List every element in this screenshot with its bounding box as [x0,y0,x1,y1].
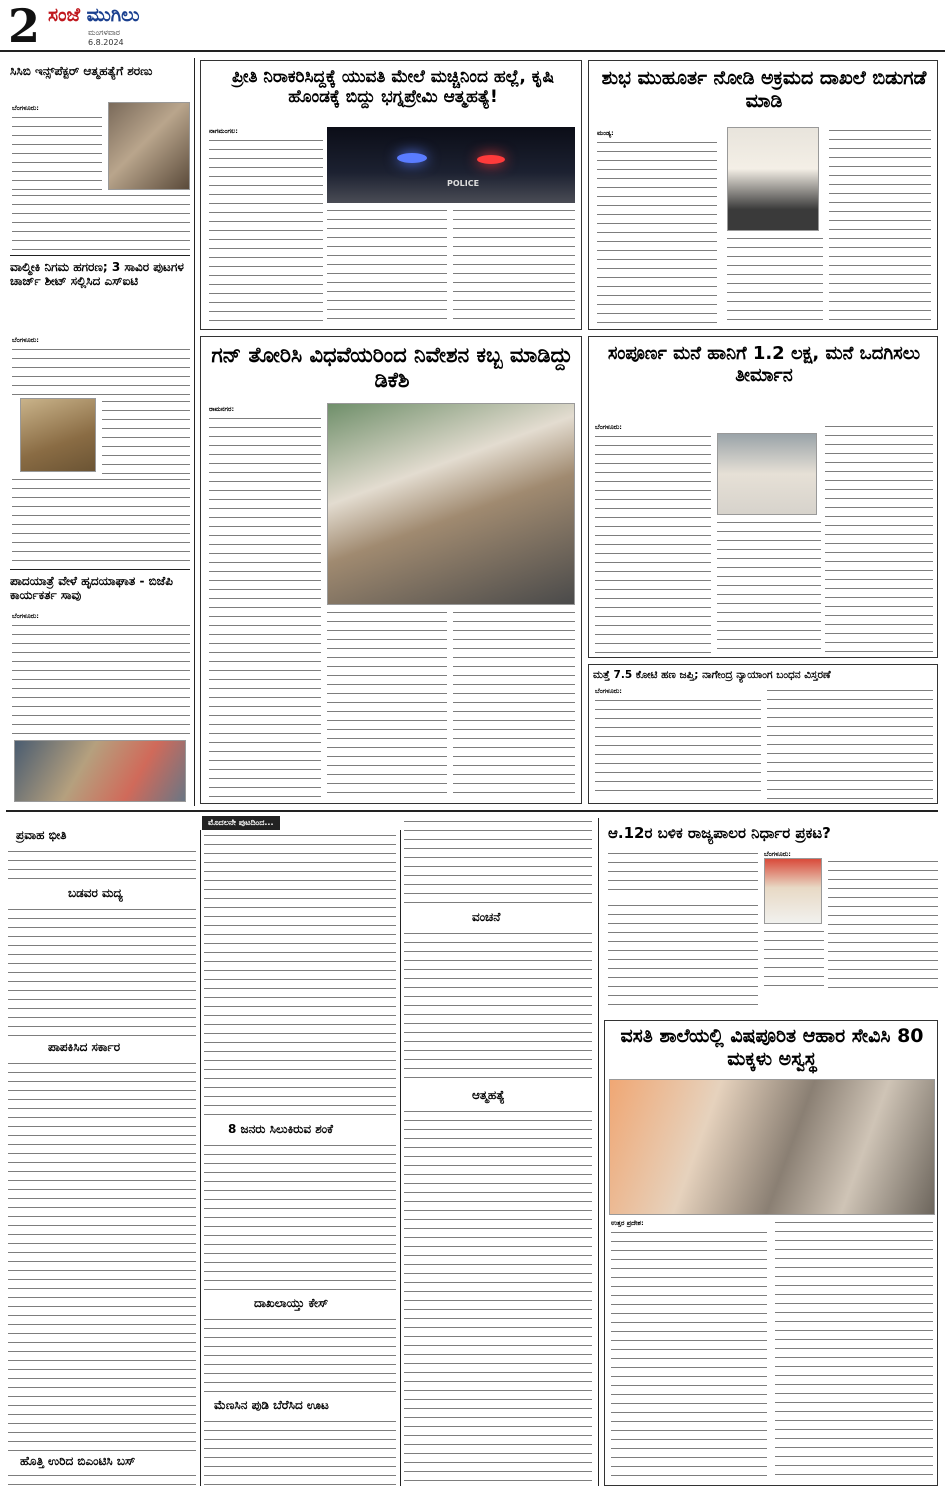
article-body [595,433,711,653]
sin-government-title: ಪಾಪಕಿಸಿದ ಸರ್ಕಾರ [48,1040,121,1054]
dateline: ಬೆಂಗಳೂರು: [12,104,39,112]
article-body [327,207,447,327]
section-divider [6,810,938,812]
story-padayatra-title: ಪಾದಯಾತ್ರೆ ವೇಳೆ ಹೃದಯಾಘಾತ - ಬಿಜೆಪಿ ಕಾರ್ಯಕರ್ತ ಸಾವು [10,574,173,603]
article-body [825,423,933,653]
story-hostel-food [604,1020,938,1486]
case-filed-title: ದಾಖಲಾಯ್ತು ಕೇಸ್ [254,1296,329,1310]
bottom-column-3 [404,818,592,1486]
page-number: 2 [8,0,41,53]
masthead [0,0,945,52]
eight-trapped-title: 8 ಜನರು ಸಿಲುಕಿರುವ ಶಂಕೆ [228,1122,334,1136]
article-body [8,906,196,1036]
continued-section-tag: ಮೊದಲನೇ ಪುಟದಿಂದ... [202,816,280,830]
siddaramaiah-photo [717,433,817,515]
gehlot-photo [764,858,822,924]
article-body [404,930,592,1084]
story-governor-title: ಆ.12ರ ಬಳಿಕ ರಾಜ್ಯಪಾಲರ ನಿರ್ಧಾರ ಪ್ರಕಟ? [608,824,831,842]
article-body [327,609,447,799]
article-body [775,1219,933,1481]
article-body [829,127,931,325]
column-rule [598,818,599,1486]
story-love-attack [200,60,582,330]
story-nagendra [588,664,938,804]
building-photo [20,398,96,472]
article-body [767,687,933,799]
siren-light-blue [397,153,427,163]
column-rule [200,830,201,1486]
article-body [404,1108,592,1486]
siren-light-red [477,155,505,164]
article-body [204,1316,396,1394]
article-body [12,476,190,566]
divider [10,255,190,256]
dateline: ಬೆಂಗಳೂರು: [595,423,622,431]
story-hostel-food-title: ವಸತಿ ಶಾಲೆಯಲ್ಲಿ ವಿಷಪೂರಿತ ಆಹಾರ ಸೇವಿಸಿ 80 ಮಕ್ಕಳು ಅಸ್ವಸ್ಥ [620,1025,924,1070]
fraud-title: ವಂಚನೆ [472,910,501,924]
story-dk-mandya-title: ಶುಭ ಮುಹೂರ್ತ ನೋಡಿ ಅಕ್ರಮದ ದಾಖಲೆ ಬಿಡುಗಡೆ ಮಾಡಿ [601,67,927,112]
story-nagendra-title: ಮತ್ತೆ 7.5 ಕೋಟಿ ಹಣ ಜಪ್ತಿ; ನಾಗೇಂದ್ರ ನ್ಯಾಯಾಂಗ ಬಂಧನ ವಿಸ್ತರಣೆ [593,669,831,681]
dateline: ನಾಗಮಂಗಲ: [209,127,238,135]
police-car-photo [327,127,575,203]
poor-liquor-title: ಬಡವರ ಮದ್ಯ [68,886,123,900]
bmtc-bus-fire-title: ಹೊತ್ತಿ ಉರಿದ ಬಿಎಂಟಿಸಿ ಬಸ್ [20,1454,136,1468]
column-rule [400,830,401,1486]
article-body [204,1142,396,1292]
column-rule [194,58,195,806]
story-cc-inspector-title: ಸಿಸಿಬಿ ಇನ್ಸ್‌ಪೆಕ್ಟರ್ ಆತ್ಮಹತ್ಯೆಗೆ ಶರಣು [10,64,153,78]
article-body [608,850,758,898]
bottom-column-1 [8,818,196,1486]
dateline: ಬೆಂಗಳೂರು: [764,850,791,858]
article-body [597,139,717,325]
hospital-photo [14,740,186,802]
article-body [204,832,396,1118]
dateline: ಬೆಂಗಳೂರು: [12,336,39,344]
police-car-label: POLICE [447,179,480,188]
story-governor [604,818,938,1018]
article-body [717,519,821,653]
article-body [209,415,321,799]
story-valmiki-title: ವಾಲ್ಮೀಕಿ ನಿಗಮ ಹಗರಣ; 3 ಸಾವಿರ ಪುಟಗಳ ಚಾರ್ಜ್ ಶೀಟ್ ಸಲ್ಲಿಸಿದ ಎಸ್ಐಟಿ [10,260,184,289]
story-love-attack-title: ಪ್ರೀತಿ ನಿರಾಕರಿಸಿದ್ದಕ್ಕೆ ಯುವತಿ ಮೇಲೆ ಮಚ್ಚಿನಿಂದ ಹಲ್ಲೆ, ಕೃಷಿ ಹೊಂಡಕ್ಕೆ ಬಿದ್ದು ಭಗ್ನಪ್ರೇಮಿ ಆತ್ಮಹತ್ಯೆ! [231,67,555,108]
story-gun-widows-title: ಗನ್ ತೋರಿಸಿ ವಿಧವೆಯರಿಂದ ನಿವೇಶನ ಕಬ್ಬ ಮಾಡಿದ್ದು ಡಿಕೆಶಿ [211,343,573,393]
inspector-photo [108,102,190,190]
article-body [12,114,102,190]
article-body [611,1229,767,1481]
article-body [727,235,823,325]
article-body [12,346,190,396]
article-body [453,609,575,799]
story-gun-widows [200,336,582,804]
dk-shivakumar-photo [727,127,819,231]
article-body [595,697,761,799]
bottom-column-2 [204,832,396,1486]
article-body [828,858,938,988]
left-column [10,64,190,804]
dateline: ಬೆಂಗಳೂರು: [595,687,622,695]
article-body [608,902,758,1008]
article-body [8,848,196,882]
logo-part-1: ಸಂಜೆ [48,4,81,26]
story-house-damage [588,336,938,658]
divider [10,569,190,570]
article-body [8,1472,196,1486]
dateline: ರಾಮನಗರ: [209,405,235,413]
article-body [12,622,190,734]
article-body [209,137,323,327]
newspaper-logo [48,4,140,26]
dateline: ಮಂಡ್ಯ: [597,129,614,137]
article-body [764,928,824,988]
children-eating-photo [609,1079,935,1215]
article-body [8,1060,196,1452]
story-house-damage-title: ಸಂಪೂರ್ಣ ಮನೆ ಹಾನಿಗೆ 1.2 ಲಕ್ಷ, ಮನೆ ಒದಗಿಸಲು ತೀರ್ಮಾನ [607,343,921,386]
issue-date: 6.8.2024 [88,38,124,47]
dateline: ಬೆಂಗಳೂರು: [12,612,39,620]
article-body [204,1418,396,1486]
article-body [453,207,575,327]
suicide-title: ಆತ್ಮಹತ್ಯೆ [472,1088,505,1102]
logo-part-2: ಮುಗಿಲು [86,4,140,26]
article-body [102,398,190,474]
issue-day: ಮಂಗಳವಾರ [88,28,121,37]
story-dk-mandya [588,60,938,330]
chilli-food-title: ಮೆಣಸಿನ ಪುಡಿ ಬೆರೆಸಿದ ಊಟ [214,1398,329,1412]
hd-kumaraswamy-photo [327,403,575,605]
article-body [404,818,592,906]
dateline: ಉತ್ತರ ಪ್ರದೇಶ: [611,1219,644,1227]
flood-threat-title: ಪ್ರವಾಹ ಭೀತಿ [16,828,67,842]
article-body [12,192,190,252]
